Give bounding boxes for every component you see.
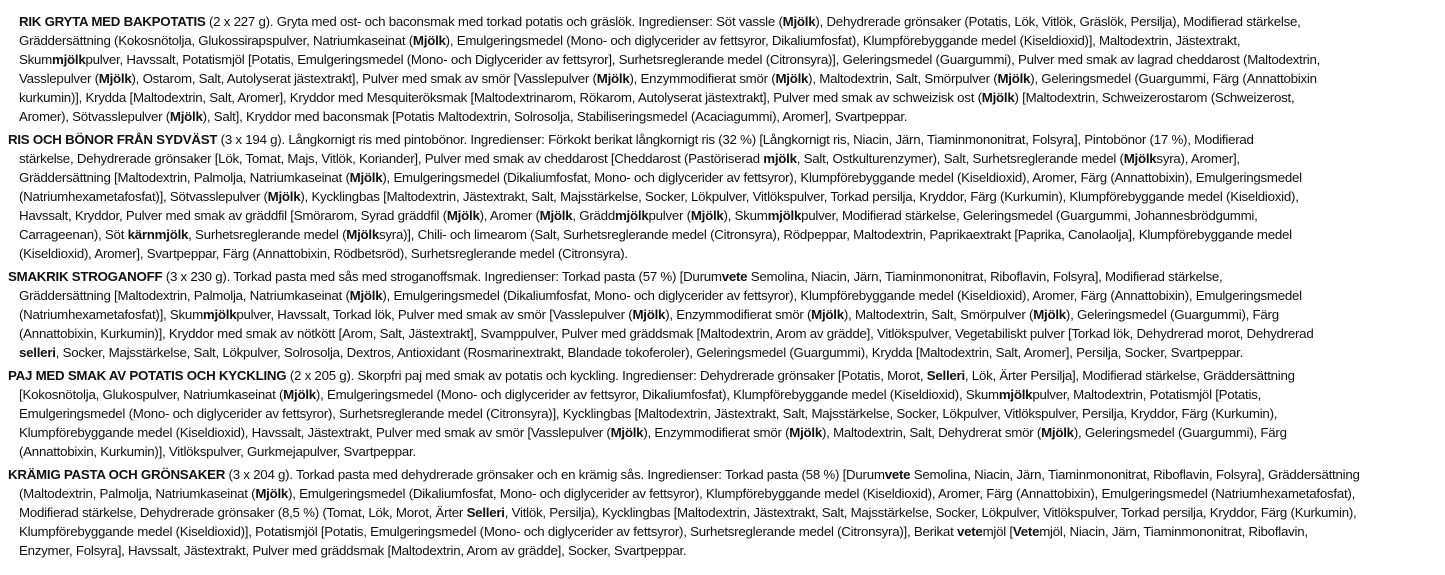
ingredient-text-line xyxy=(0,50,1441,69)
bold-text-segment: mjölk xyxy=(767,208,802,223)
text-segment: (Annattobixin, Kurkumin)], Kryddor med smak av nötkött [Arom, Salt, Jästextrakt], Svamppulver, Pulver med gräddsmak [Maltodextrin, Arom av grädde], Vitlökspulver, Vegetabiliskt pulver [Torkad lök, Dehydrerad morot, Dehydrerad xyxy=(19,326,1314,341)
text-segment: ) [Maltodextrin, Schweizerostarom (Schweizerost, xyxy=(1014,90,1295,105)
text-segment: ), Geleringsmedel (Guargummi), Färg xyxy=(1065,307,1279,322)
product-paragraph xyxy=(0,267,1441,362)
bold-text-segment: vete xyxy=(884,467,911,482)
text-segment: Vasslepulver ( xyxy=(19,71,99,86)
text-segment: Enzymer, Folsyra], Havssalt, Jästextrakt, Pulver med gräddsmak [Maltodextrin, Arom av grädde], Socker, Svartpeppar. xyxy=(19,543,687,558)
text-segment: (Natriumhexametafosfat)], Skum xyxy=(19,307,203,322)
text-segment: , Salt, Ostkulturenzymer), Salt, Surhetsreglerande medel ( xyxy=(796,151,1124,166)
text-segment: ), Salt], Kryddor med baconsmak [Potatis Maltodextrin, Solrosolja, Stabiliseringsmedel (Acaciagummi), Aromer], Svartpeppar. xyxy=(202,109,908,124)
text-segment: pulver, Havssalt, Potatismjöl [Potatis, Emulgeringsmedel (Mono- och Diglycerider av fettsyror], Surhetsreglerande medel (Citronsyra)], Geleringsmedel (Guargummi), Pulver med smak av lagrad cheddarost (Maltodextrin, xyxy=(85,52,1321,67)
ingredient-text-line xyxy=(0,385,1441,404)
ingredient-text-line xyxy=(0,484,1441,503)
product-paragraph xyxy=(0,366,1441,461)
ingredient-text-line xyxy=(0,69,1441,88)
bold-text-segment: Mjölk xyxy=(539,208,573,223)
text-segment: Gräddersättning [Maltodextrin, Palmolja, Natriumkaseinat ( xyxy=(19,288,350,303)
bold-text-segment: Mjölk xyxy=(446,208,480,223)
text-segment: (2 x 205 g). Skorpfri paj med smak av potatis och kyckling. Ingredienser: Dehydrerade grönsaker [Potatis, Morot, xyxy=(286,368,927,383)
text-segment: Gräddersättning (Kokosnötolja, Glukossirapspulver, Natriumkaseinat ( xyxy=(19,33,413,48)
product-title-line xyxy=(0,12,1441,31)
ingredient-text-line xyxy=(0,168,1441,187)
text-segment: (3 x 194 g). Långkornigt ris med pintobönor. Ingredienser: Förkokt berikat långkornigt ris (32 %) [Långkornigt ris, Niacin, Järn, Tiaminmononitrat, Folsyra], Pintobönor (17 %), Modifierad xyxy=(217,132,1254,147)
bold-text-segment: Selleri xyxy=(466,505,505,520)
product-title-line xyxy=(0,267,1441,286)
text-segment: ), Geleringsmedel (Guargummi, Färg (Annattobixin xyxy=(1030,71,1317,86)
text-segment: ), Maltodextrin, Salt, Smörpulver ( xyxy=(843,307,1034,322)
bold-text-segment: Mjölk xyxy=(1041,425,1074,440)
ingredient-text-line xyxy=(0,503,1441,522)
product-paragraph xyxy=(0,130,1441,263)
text-segment: Gräddersättning [Maltodextrin, Palmolja, Natriumkaseinat ( xyxy=(19,170,350,185)
text-segment: ), Emulgeringsmedel (Mono- och diglycerider av fettsyror, Dikaliumfosfat), Klumpförebyggande medel (Kiseldioxid), Skum xyxy=(315,387,999,402)
ingredient-text-line xyxy=(0,522,1441,541)
bold-text-segment: Mjölk xyxy=(169,109,203,124)
bold-text-segment: Mjölk xyxy=(690,208,724,223)
bold-text-segment: mjölk xyxy=(52,52,86,67)
text-segment: (Natriumhexametafosfat)], Sötvasslepulver ( xyxy=(19,189,268,204)
text-segment: Klumpförebyggande medel (Kiseldioxid)], Potatismjöl [Potatis, Emulgeringsmedel (Mono- och diglycerider av fettsyror), Surhetsreglerande medel (Citronsyra)], Berikat xyxy=(19,524,957,539)
text-segment: mjöl, Niacin, Järn, Tiaminmononitrat, Riboflavin, xyxy=(1039,524,1308,539)
bold-text-segment: Mjölk xyxy=(811,307,844,322)
ingredient-text-line xyxy=(0,442,1441,461)
bold-text-segment: Mjölk xyxy=(775,71,809,86)
bold-text-segment: RIK GRYTA MED BAKPOTATIS xyxy=(19,14,206,29)
text-segment: pulver, Havssalt, Torkad lök, Pulver med smak av smör [Vasslepulver ( xyxy=(236,307,633,322)
text-segment: kurkumin)], Krydda [Maltodextrin, Salt, Aromer], Kryddor med Mesquiteröksmak [Maltodextrinarom, Rökarom, Autolyserat jästextrakt], Pulver med smak av schweizisk ost ( xyxy=(19,90,982,105)
ingredient-text-line xyxy=(0,225,1441,244)
bold-text-segment: Mjölk xyxy=(267,189,301,204)
ingredient-text-line xyxy=(0,88,1441,107)
text-segment: Aromer), Sötvasslepulver ( xyxy=(19,109,170,124)
bold-text-segment: Mjölk xyxy=(349,288,383,303)
text-segment: Havssalt, Kryddor, Pulver med smak av gräddfil [Smörarom, Syrad gräddfil ( xyxy=(19,208,447,223)
bold-text-segment: KRÄMIG PASTA OCH GRÖNSAKER xyxy=(8,467,226,482)
ingredient-text-line xyxy=(0,541,1441,560)
text-segment: , Lök, Ärter Persilja], Modifierad stärkelse, Gräddersättning xyxy=(964,368,1295,383)
text-segment: Emulgeringsmedel (Mono- och diglycerider av fettsyror), Surhetsreglerande medel (Citronsyra)], Kycklingbas [Maltodextrin, Jästextrakt, Salt, Majsstärkelse, Socker, Lökpulver, Vitlökspulver, Persilja, Kryddor, Färg (Kurkumin), xyxy=(19,406,1278,421)
bold-text-segment: mjölk xyxy=(614,208,649,223)
bold-text-segment: Mjölk xyxy=(782,14,816,29)
text-segment: pulver, Modifierad stärkelse, Geleringsmedel (Guargummi, Johannesbrödgummi, xyxy=(801,208,1258,223)
text-segment: ), Skum xyxy=(723,208,768,223)
text-segment: , Vitlök, Persilja), Kycklingbas [Maltodextrin, Jästextrakt, Salt, Majsstärkelse, Socker, Lökpulver, Vitlökspulver, Torkad persilja, Kryddor, Färg (Kurkumin), xyxy=(504,505,1357,520)
ingredient-text-line xyxy=(0,404,1441,423)
text-segment: , Grädd xyxy=(572,208,615,223)
text-segment: ), Emulgeringsmedel (Mono- och diglycerider av fettsyror, Dikaliumfosfat), Klumpförebyggande medel (Kiseldioxid)], Maltodextrin, Jästextrakt, xyxy=(445,33,1241,48)
bold-text-segment: Mjölk xyxy=(1123,151,1157,166)
bold-text-segment: selleri xyxy=(19,345,56,360)
bold-text-segment: Selleri xyxy=(926,368,965,383)
text-segment: stärkelse, Dehydrerade grönsaker [Lök, Tomat, Majs, Vitlök, Koriander], Pulver med smak av cheddarost [Cheddarost (Pastöriserad xyxy=(19,151,764,166)
text-segment: (Kiseldioxid), Aromer], Svartpeppar, Färg (Annattobixin, Rödbetsröd), Surhetsreglerande medel (Citronsyra). xyxy=(19,246,628,261)
bold-text-segment: SMAKRIK STROGANOFF xyxy=(8,269,163,284)
text-segment: ), Enzymmodifierat smör ( xyxy=(665,307,812,322)
bold-text-segment: RIS OCH BÖNOR FRÅN SYDVÄST xyxy=(8,132,218,147)
product-title-line xyxy=(0,130,1441,149)
product-paragraph xyxy=(0,465,1441,560)
product-title-line xyxy=(0,366,1441,385)
text-segment: ), Geleringsmedel (Guargummi), Färg xyxy=(1073,425,1287,440)
ingredient-text-line xyxy=(0,107,1441,126)
ingredient-text-line xyxy=(0,286,1441,305)
ingredient-text-line xyxy=(0,244,1441,263)
bold-text-segment: Mjölk xyxy=(632,307,666,322)
text-segment: ), Enzymmodifierat smör ( xyxy=(629,71,776,86)
bold-text-segment: Mjölk xyxy=(997,71,1031,86)
text-segment: mjöl [ xyxy=(982,524,1013,539)
text-segment: Modifierad stärkelse, Dehydrerade grönsaker (8,5 %) (Tomat, Lök, Morot, Ärter xyxy=(19,505,467,520)
text-segment: (3 x 204 g). Torkad pasta med dehydrerade grönsaker och en krämig sås. Ingredienser: Torkad pasta (58 %) [Durum xyxy=(225,467,885,482)
text-segment: ), Ostarom, Salt, Autolyserat jästextrakt], Pulver med smak av smör [Vasslepulver ( xyxy=(131,71,597,86)
ingredient-text-line xyxy=(0,31,1441,50)
text-segment: (3 x 230 g). Torkad pasta med sås med stroganoffsmak. Ingredienser: Torkad pasta (57 %) [Durum xyxy=(162,269,722,284)
ingredient-text-line xyxy=(0,187,1441,206)
text-segment: ), Maltodextrin, Salt, Dehydrerat smör ( xyxy=(822,425,1042,440)
text-segment: Klumpförebyggande medel (Kiseldioxid), Havssalt, Jästextrakt, Pulver med smak av smör [Vasslepulver ( xyxy=(19,425,611,440)
text-segment: ), Maltodextrin, Salt, Smörpulver ( xyxy=(808,71,998,86)
bold-text-segment: mjölk xyxy=(202,307,237,322)
bold-text-segment: vete xyxy=(956,524,983,539)
text-segment: [Kokosnötolja, Glukospulver, Natriumkaseinat ( xyxy=(19,387,284,402)
text-segment: ), Emulgeringsmedel (Dikaliumfosfat, Mono- och diglycerider av fettsyror), Klumpförebyggande medel (Kiseldioxid), Aromer, Färg (Annattobixin), Emulgeringsmedel xyxy=(382,288,1302,303)
text-segment: ), Emulgeringsmedel (Dikaliumfosfat, Mono- och diglycerider av fettsyror), Klumpförebyggande medel (Kiseldioxid), Aromer, Färg (Annattobixin), Emulgeringsmedel xyxy=(382,170,1302,185)
bold-text-segment: Mjölk xyxy=(789,425,822,440)
text-segment: , Socker, Majsstärkelse, Salt, Lökpulver, Solrosolja, Dextros, Antioxidant (Rosmarinextrakt, Blandade tokoferoler), Geleringsmedel (Guargummi), Krydda [Maltodextrin, Salt, Aromer], Persilja, Socker, Svartpeppar. xyxy=(55,345,1244,360)
text-segment: syra), Aromer], xyxy=(1156,151,1240,166)
text-segment: ), Kycklingbas [Maltodextrin, Jästextrakt, Salt, Majsstärkelse, Socker, Lökpulver, Vitlökspulver, Torkad persilja, Kryddor, Färg (Kurkumin), Klumpförebyggande medel (Kiseldioxid), xyxy=(300,189,1299,204)
ingredient-text-line xyxy=(0,206,1441,225)
text-segment: pulver, Maltodextrin, Potatismjöl [Potatis, xyxy=(1032,387,1262,402)
bold-text-segment: mjölk xyxy=(998,387,1033,402)
text-segment: (Maltodextrin, Palmolja, Natriumkaseinat ( xyxy=(19,486,256,501)
text-segment: ), Enzymmodifierat smör ( xyxy=(643,425,790,440)
text-segment: Semolina, Niacin, Järn, Tiaminmononitrat, Riboflavin, Folsyra], Gräddersättning xyxy=(910,467,1360,482)
bold-text-segment: vete xyxy=(721,269,748,284)
text-segment: (2 x 227 g). Gryta med ost- och baconsmak med torkad potatis och gräslök. Ingredienser: Söt vassle ( xyxy=(205,14,783,29)
text-segment: , Surhetsreglerande medel ( xyxy=(188,227,347,242)
bold-text-segment: PAJ MED SMAK AV POTATIS OCH KYCKLING xyxy=(8,368,287,383)
bold-text-segment: Mjölk xyxy=(346,227,379,242)
bold-text-segment: Mjölk xyxy=(610,425,644,440)
ingredient-text-line xyxy=(0,423,1441,442)
text-segment: pulver ( xyxy=(648,208,691,223)
bold-text-segment: Mjölk xyxy=(981,90,1015,105)
product-title-line xyxy=(0,465,1441,484)
bold-text-segment: Mjölk xyxy=(1033,307,1066,322)
text-segment: Semolina, Niacin, Järn, Tiaminmononitrat, Riboflavin, Folsyra], Modifierad stärkelse, xyxy=(747,269,1223,284)
text-segment: (Annattobixin, Kurkumin)], Vitlökspulver, Gurkmejapulver, Svartpeppar. xyxy=(19,444,416,459)
bold-text-segment: mjölk xyxy=(763,151,797,166)
bold-text-segment: Vete xyxy=(1012,524,1040,539)
text-segment: ), Aromer ( xyxy=(479,208,540,223)
text-segment: syra)], Chili- och limearom (Salt, Surhetsreglerande medel (Citronsyra), Rödpeppar, Maltodextrin, Paprikaextrakt [Paprika, Canolaolja], Klumpförebyggande medel xyxy=(378,227,1292,242)
bold-text-segment: Mjölk xyxy=(255,486,289,501)
bold-text-segment: kärnmjölk xyxy=(127,227,189,242)
product-paragraph xyxy=(0,12,1441,126)
ingredient-text-line xyxy=(0,343,1441,362)
ingredient-text-line xyxy=(0,149,1441,168)
bold-text-segment: Mjölk xyxy=(412,33,446,48)
text-segment: Carrageenan), Söt xyxy=(19,227,128,242)
bold-text-segment: Mjölk xyxy=(596,71,630,86)
bold-text-segment: Mjölk xyxy=(98,71,132,86)
text-segment: ), Dehydrerade grönsaker (Potatis, Lök, Vitlök, Gräslök, Persilja), Modifierad stärkelse, xyxy=(815,14,1301,29)
text-segment: ), Emulgeringsmedel (Dikaliumfosfat, Mono- och diglycerider av fettsyror), Klumpförebyggande medel (Kiseldioxid), Aromer, Färg (Annattobixin), Emulgeringsmedel (Natriumhexametafosfat), xyxy=(288,486,1356,501)
text-segment: Skum xyxy=(19,52,52,67)
bold-text-segment: Mjölk xyxy=(283,387,316,402)
ingredient-text-line xyxy=(0,305,1441,324)
bold-text-segment: Mjölk xyxy=(349,170,383,185)
ingredient-text-line xyxy=(0,324,1441,343)
